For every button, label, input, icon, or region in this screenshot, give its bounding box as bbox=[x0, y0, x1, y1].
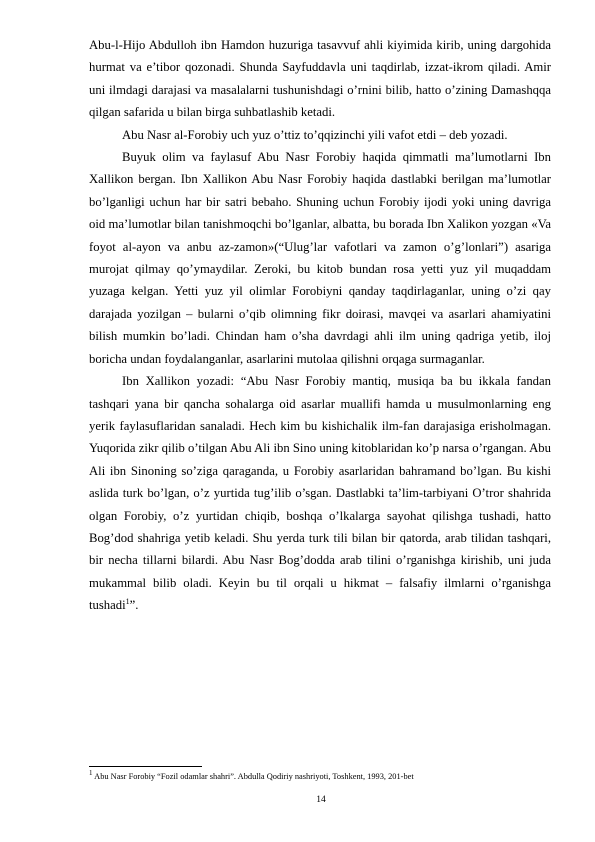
footnote-text: Abu Nasr Forobiy “Fozil odamlar shahri”. Abdulla Qodiriy nashriyoti, Toshkent, 1993, 201-bet bbox=[94, 772, 414, 781]
footnote-reference[interactable]: 1 bbox=[125, 596, 130, 606]
body-text bbox=[89, 34, 551, 617]
page-number: 14 bbox=[316, 795, 326, 805]
paragraph-4 bbox=[89, 370, 551, 616]
footnote bbox=[89, 771, 551, 782]
paragraph-4-text: Ibn Xallikon yozadi: “Abu Nasr Forobiy mantiq, musiqa ba bu ikkala fandan tashqari yana bir qancha sohalarga oid asarlar muallifi hamda u musulmonlarning eng yerik faylasuflaridan sanaladi. Hech kim bu kishichalik ilm-fan darajasiga erisholmagan. Yuqorida zikr qilib o’tilgan Abu Ali ibn Sino uning kitoblaridan ko’p narsa o’rgangan. Abu Ali ibn Sinoning so’ziga qaraganda, u Forobiy asarlaridan bahramand bo’lgan. Bu kishi aslida turk bo’lgan, o’z yurtida tug’ilib o’sgan. Dastlabki ta’lim-tarbiyani O’tror shahrida olgan Forobiy, o’z yurtidan chiqib, boshqa o’lkalarga sayohat qilishga tushadi, hatto Bog’dod shahriga yetib keladi. Shu yerda turk tili bilan bir qatorda, arab tilidan tashqari, bir necha tillarni bilardi. Abu Nasr Bog’dodda arab tilini o’rganishga kirishib, uni juda mukammal bilib oladi. Keyin bu til orqali u hikmat – falsafiy ilmlarni o’rganishga tushadi bbox=[89, 374, 551, 613]
footnote-separator bbox=[89, 766, 202, 767]
paragraph-2: Abu Nasr al-Forobiy uch yuz o’ttiz to’qqizinchi yili vafot etdi – deb yozadi. bbox=[122, 127, 508, 142]
paragraph-1: Abu-l-Hijo Abdulloh ibn Hamdon huzuriga tasavvuf ahli kiyimida kirib, uning dargohida hurmat va e’tibor qozonadi. Shunda Sayfuddavla uni taqdirlab, izzat-ikrom qiladi. Amir uni ilmdagi darajasi va masalalarni tushunishdagi o’rnini bilib, hatto o’zining Damashqqa qilgan safarida u bilan birga suhbatlashib ketadi. bbox=[89, 38, 551, 120]
footnote-number: 1 bbox=[89, 769, 93, 778]
paragraph-4-trailing: ”. bbox=[129, 598, 139, 613]
paragraph-3: Buyuk olim va faylasuf Abu Nasr Forobiy haqida qimmatli ma’lumotlarni Ibn Xallikon bergan. Ibn Xallikon Abu Nasr Forobiy haqida dastlabki berilgan ma’lumotlar bo’lganligi uchun har bir satri bebaho. Shuning uchun Forobiy ijodi yoki uning davriga oid ma’lumotlar bilan tanishmoqchi bo’lganlar, albatta, bu borada Ibn Xalikon yozgan «Va foyot al-ayon va anbu az-zamon»(“Ulug’lar vafotlari va zamon o’g’lonlari”) asariga murojat qilmay qo’ymaydilar. Zeroki, bu kitob bundan rosa yetti yuz yil muqaddam yuzaga kelgan. Yetti yuz yil olimlar Forobiyni qanday taqdirlaganlar, uning o’zi qay darajada yozilgan – bularni o’qib olimning fikr doirasi, mavqei va asarlari ahamiyatini bilish mumkin bo’ladi. Chindan ham o’sha davrdagi ahli ilm uning qadriga yetib, iloj boricha undan foydalanganlar, asarlarini mutolaa qilishni orqaga surmaganlar. bbox=[89, 150, 551, 366]
